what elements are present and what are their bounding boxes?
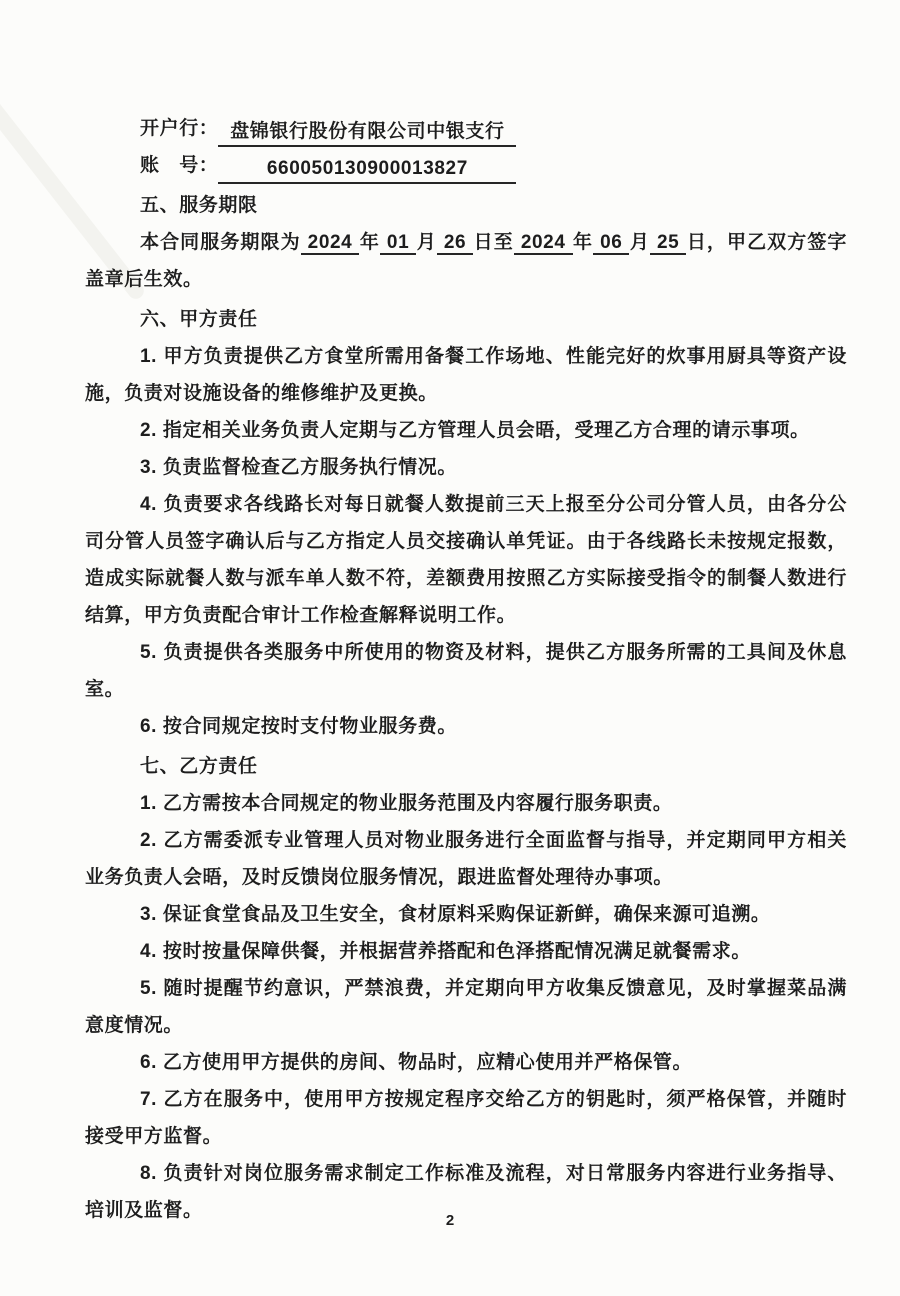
month-char: 月 — [416, 232, 437, 253]
party-b-clause-1: 1. 乙方需按本合同规定的物业服务范围及内容履行服务职责。 — [140, 793, 673, 814]
party-b-clause-3: 3. 保证食堂食品及卫生安全，食材原料采购保证新鲜，确保来源可追溯。 — [140, 904, 771, 925]
party-a-clause-1: 1. 甲方负责提供乙方食堂所需用备餐工作场地、性能完好的炊事用厨具等资产设施，负责对设施设备的维修维护及更换。 — [85, 346, 847, 404]
bank-name-label: 开户行： — [140, 118, 219, 139]
end-day-value: 25 — [650, 232, 686, 255]
account-number-row — [85, 147, 847, 184]
party-b-clause-6: 6. 乙方使用甲方提供的房间、物品时，应精心使用并严格保管。 — [140, 1052, 693, 1073]
party-b-clause-5: 5. 随时提醒节约意识，严禁浪费，并定期向甲方收集反馈意见，及时掌握菜品满意度情况。 — [85, 978, 847, 1036]
bank-name-row — [85, 110, 847, 147]
section-heading-party-a-duties: 六、甲方责任 — [140, 309, 258, 330]
party-b-clause-7: 7. 乙方在服务中，使用甲方按规定程序交给乙方的钥匙时，须严格保管，并随时接受甲方监督。 — [85, 1089, 847, 1147]
end-month-value: 06 — [593, 232, 629, 255]
end-year-value: 2024 — [514, 232, 573, 255]
month-char: 月 — [629, 232, 651, 253]
party-a-clause-3: 3. 负责监督检查乙方服务执行情况。 — [140, 457, 457, 478]
account-number-value: 660050130900013827 — [218, 156, 516, 184]
start-month-value: 01 — [380, 232, 416, 255]
party-b-clause-8: 8. 负责针对岗位服务需求制定工作标准及流程，对日常服务内容进行业务指导、培训及监督。 — [85, 1163, 847, 1221]
party-a-clause-4: 4. 负责要求各线路长对每日就餐人数提前三天上报至分公司分管人员，由各分公司分管人员签字确认后与乙方指定人员交接确认单凭证。由于各线路长未按规定报数，造成实际就餐人数与派车单人数不符，差额费用按照乙方实际接受指令的制餐人数进行结算，甲方负责配合审计工作检查解释说明工作。 — [85, 494, 847, 626]
section-heading-service-period: 五、服务期限 — [140, 195, 258, 216]
start-year-value: 2024 — [301, 232, 360, 255]
party-a-clause-5: 5. 负责提供各类服务中所使用的物资及材料，提供乙方服务所需的工具间及休息室。 — [85, 642, 847, 700]
document-body — [85, 110, 847, 1229]
bank-name-value: 盘锦银行股份有限公司中银支行 — [218, 119, 516, 147]
period-suffix: 日，甲乙双方签字盖章后生效。 — [85, 232, 848, 290]
party-a-clause-6: 6. 按合同规定按时支付物业服务费。 — [140, 716, 457, 737]
party-b-clause-4: 4. 按时按量保障供餐，并根据营养搭配和色泽搭配情况满足就餐需求。 — [140, 941, 751, 962]
section-heading-party-b-duties: 七、乙方责任 — [140, 756, 258, 777]
year-char: 年 — [572, 232, 594, 253]
year-char: 年 — [359, 232, 380, 253]
start-day-value: 26 — [437, 232, 473, 255]
service-period-sentence — [85, 224, 847, 298]
period-prefix: 本合同服务期限为 — [140, 232, 301, 253]
party-a-clause-2: 2. 指定相关业务负责人定期与乙方管理人员会晤，受理乙方合理的请示事项。 — [140, 420, 810, 441]
page-number: 2 — [445, 1212, 455, 1229]
to-char: 日至 — [473, 232, 514, 253]
party-b-clause-2: 2. 乙方需委派专业管理人员对物业服务进行全面监督与指导，并定期同甲方相关业务负责人会晤，及时反馈岗位服务情况，跟进监督处理待办事项。 — [85, 830, 847, 888]
account-number-label: 账 号： — [140, 155, 219, 176]
